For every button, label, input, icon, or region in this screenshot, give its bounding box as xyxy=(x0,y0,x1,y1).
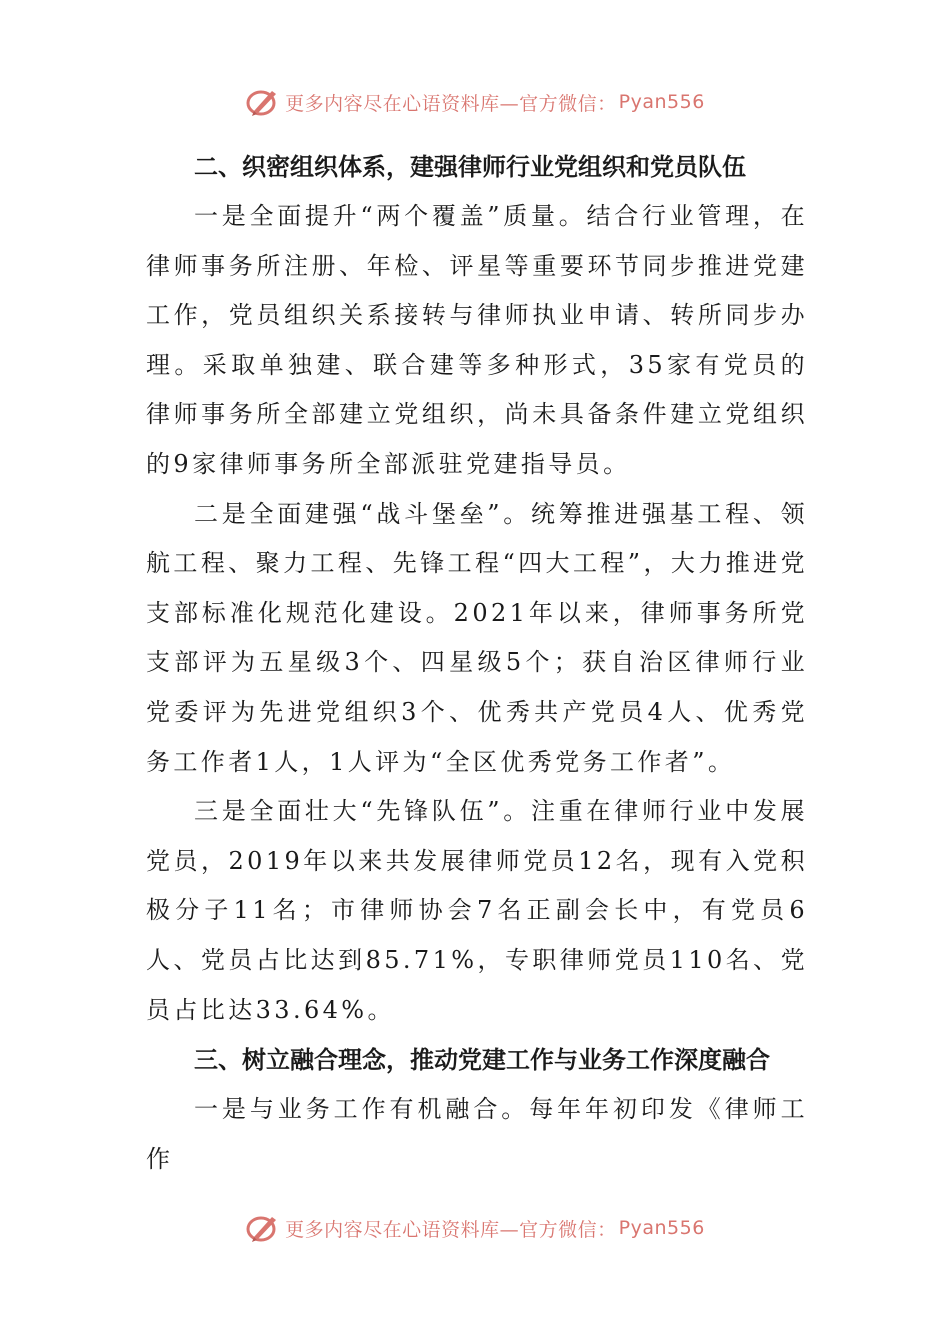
paragraph: 三是全面壮大“先锋队伍”。注重在律师行业中发展党员，2019年以来共发展律师党员12名，现有入党积极分子11名；市律师协会7名正副会长中，有党员6人、党员占比达到85.71%，专职律师党员110名、党员占比达33.64%。 xyxy=(146,797,808,1024)
watermark-text: 更多内容尽在心语资料库—官方微信： xyxy=(285,92,617,115)
watermark-wechat-id: Pyan556 xyxy=(618,91,705,113)
watermark-banner-top xyxy=(0,82,950,122)
paragraph: 一是全面提升“两个覆盖”质量。结合行业管理，在律师事务所注册、年检、评星等重要环节同步推进党建工作，党员组织关系接转与律师执业申请、转所同步办理。采取单独建、联合建等多种形式，35家有党员的律师事务所全部建立党组织，尚未具备条件建立党组织的9家律师事务所全部派驻党建指导员。 xyxy=(146,202,808,478)
pen-circle-logo-icon xyxy=(245,85,281,119)
section-heading: 二、织密组织体系，建强律师行业党组织和党员队伍 xyxy=(194,152,746,181)
document-body xyxy=(146,140,808,1184)
watermark-wechat-id: Pyan556 xyxy=(618,1217,705,1239)
watermark-text: 更多内容尽在心语资料库—官方微信： xyxy=(285,1218,617,1241)
section-heading: 三、树立融合理念，推动党建工作与业务工作深度融合 xyxy=(194,1045,770,1075)
paragraph: 二是全面建强“战斗堡垒”。统筹推进强基工程、领航工程、聚力工程、先锋工程“四大工程”，大力推进党支部标准化规范化建设。2021年以来，律师事务所党支部评为五星级3个、四星级5个；获自治区律师行业党委评为先进党组织3个、优秀共产党员4人、优秀党务工作者1人，1人评为“全区优秀党务工作者”。 xyxy=(146,499,808,776)
pen-circle-logo-icon xyxy=(245,1211,281,1245)
watermark-banner-bottom xyxy=(0,1208,950,1248)
paragraph: 一是与业务工作有机融合。每年年初印发《律师工作 xyxy=(146,1095,808,1173)
